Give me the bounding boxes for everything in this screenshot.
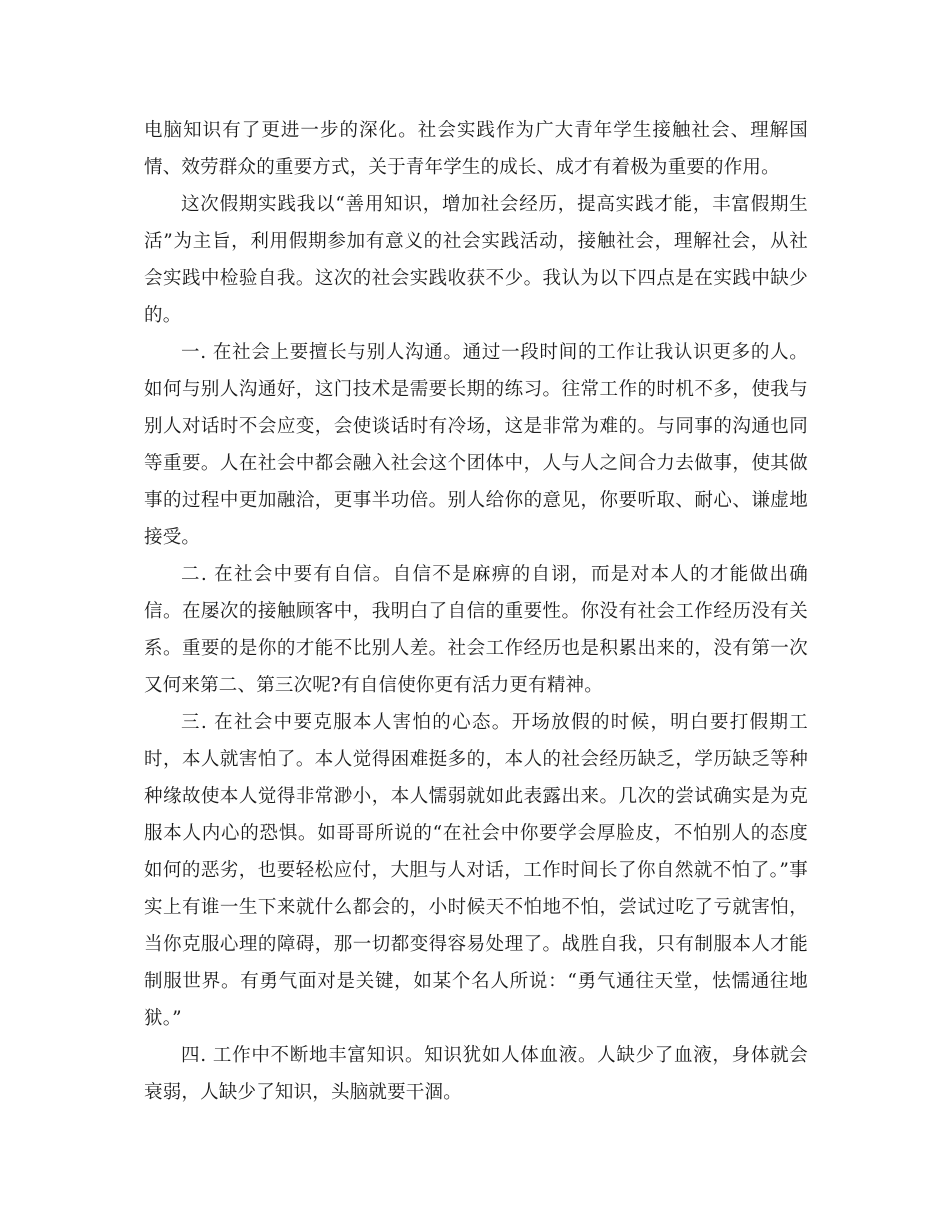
paragraph-point-one: 一. 在社会上要擅长与别人沟通。通过一段时间的工作让我认识更多的人。如何与别人沟通好，这门技术是需要长期的练习。往常工作的时机不多，使我与别人对话时不会应变，会使谈话时有冷场，这是非常为难的。与同事的沟通也同等重要。人在社会中都会融入社会这个团体中，人与人之间合力去做事，使其做事的过程中更加融洽，更事半功倍。别人给你的意见，你要听取、耐心、谦虚地接受。 — [144, 342, 808, 548]
paragraph-practice-purpose: 这次假期实践我以“善用知识，增加社会经历，提高实践才能，丰富假期生活”为主旨，利用假期参加有意义的社会实践活动，接触社会，理解社会，从社会实践中检验自我。这次的社会实践收获不少。我认为以下四点是在实践中缺少的。 — [144, 194, 808, 326]
paragraph-point-three: 三. 在社会中要克服本人害怕的心态。开场放假的时候，明白要打假期工时，本人就害怕了。本人觉得困难挺多的，本人的社会经历缺乏，学历缺乏等种种缘故使本人觉得非常渺小，本人懦弱就如此表露出来。几次的尝试确实是为克服本人内心的恐惧。如哥哥所说的“在社会中你要学会厚脸皮，不怕别人的态度如何的恶劣，也要轻松应付，大胆与人对话，工作时间长了你自然就不怕了。”事实上有谁一生下来就什么都会的，小时候天不怕地不怕，尝试过吃了亏就害怕，当你克服心理的障碍，那一切都变得容易处理了。战胜自我，只有制服本人才能制服世界。有勇气面对是关键，如某个名人所说：“勇气通往天堂，怯懦通往地狱。” — [144, 712, 808, 1029]
paragraph-point-four: 四. 工作中不断地丰富知识。知识犹如人体血液。人缺少了血液，身体就会衰弱，人缺少了知识，头脑就要干涸。 — [144, 1045, 808, 1103]
paragraph-intro-continuation: 电脑知识有了更进一步的深化。社会实践作为广大青年学生接触社会、理解国情、效劳群众的重要方式，关于青年学生的成长、成才有着极为重要的作用。 — [144, 120, 808, 178]
paragraph-point-two: 二. 在社会中要有自信。自信不是麻痹的自诩，而是对本人的才能做出确信。在屡次的接触顾客中，我明白了自信的重要性。你没有社会工作经历没有关系。重要的是你的才能不比别人差。社会工作经历也是积累出来的，没有第一次又何来第二、第三次呢?有自信使你更有活力更有精神。 — [144, 564, 808, 696]
document-body — [144, 112, 808, 1111]
